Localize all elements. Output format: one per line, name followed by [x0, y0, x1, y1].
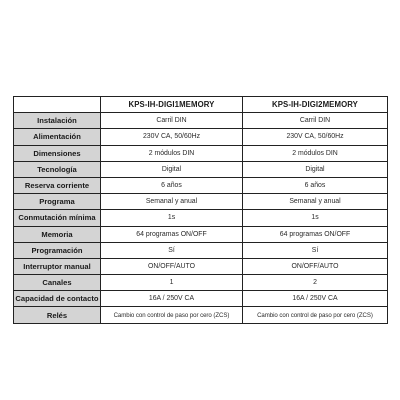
header-row [14, 97, 388, 113]
table-row [14, 307, 388, 323]
row-label: Programa [14, 194, 101, 210]
cell-model-2: 6 años [243, 177, 388, 193]
cell-model-1: 2 módulos DIN [101, 145, 243, 161]
cell-model-2: Carril DIN [243, 113, 388, 129]
cell-model-2: 1s [243, 210, 388, 226]
table-row [14, 161, 388, 177]
cell-model-1: 64 programas ON/OFF [101, 226, 243, 242]
row-label: Capacidad de contacto [14, 291, 101, 307]
cell-model-1: Digital [101, 161, 243, 177]
cell-model-1: 1s [101, 210, 243, 226]
cell-model-1: 230V CA, 50/60Hz [101, 129, 243, 145]
row-label: Interruptor manual [14, 258, 101, 274]
cell-model-1: 16A / 250V CA [101, 291, 243, 307]
cell-model-1: Cambio con control de paso por cero (ZCS) [101, 307, 243, 323]
row-label: Conmutación mínima [14, 210, 101, 226]
table-row [14, 177, 388, 193]
row-label: Canales [14, 275, 101, 291]
cell-model-2: 16A / 250V CA [243, 291, 388, 307]
table-row [14, 258, 388, 274]
table-row [14, 129, 388, 145]
cell-model-2: 2 [243, 275, 388, 291]
cell-model-1: ON/OFF/AUTO [101, 258, 243, 274]
table-row [14, 113, 388, 129]
cell-model-1: 1 [101, 275, 243, 291]
cell-model-1: Sí [101, 242, 243, 258]
cell-model-2: 64 programas ON/OFF [243, 226, 388, 242]
header-corner-cell [14, 97, 101, 113]
spec-table [13, 96, 388, 324]
cell-model-2: 230V CA, 50/60Hz [243, 129, 388, 145]
cell-model-1: 6 años [101, 177, 243, 193]
table-row [14, 145, 388, 161]
row-label: Programación [14, 242, 101, 258]
table-row [14, 275, 388, 291]
table-row [14, 242, 388, 258]
cell-model-2: Digital [243, 161, 388, 177]
table-row [14, 194, 388, 210]
row-label: Instalación [14, 113, 101, 129]
cell-model-2: Semanal y anual [243, 194, 388, 210]
row-label: Memoria [14, 226, 101, 242]
row-label: Relés [14, 307, 101, 323]
cell-model-2: 2 módulos DIN [243, 145, 388, 161]
row-label: Reserva corriente [14, 177, 101, 193]
cell-model-1: Carril DIN [101, 113, 243, 129]
row-label: Alimentación [14, 129, 101, 145]
cell-model-2: Cambio con control de paso por cero (ZCS) [243, 307, 388, 323]
cell-model-2: Sí [243, 242, 388, 258]
cell-model-2: ON/OFF/AUTO [243, 258, 388, 274]
row-label: Dimensiones [14, 145, 101, 161]
table-row [14, 291, 388, 307]
column-header-model-2: KPS-IH-DIGI2MEMORY [243, 97, 388, 113]
table-row [14, 210, 388, 226]
table-row [14, 226, 388, 242]
row-label: Tecnología [14, 161, 101, 177]
column-header-model-1: KPS-IH-DIGI1MEMORY [101, 97, 243, 113]
cell-model-1: Semanal y anual [101, 194, 243, 210]
